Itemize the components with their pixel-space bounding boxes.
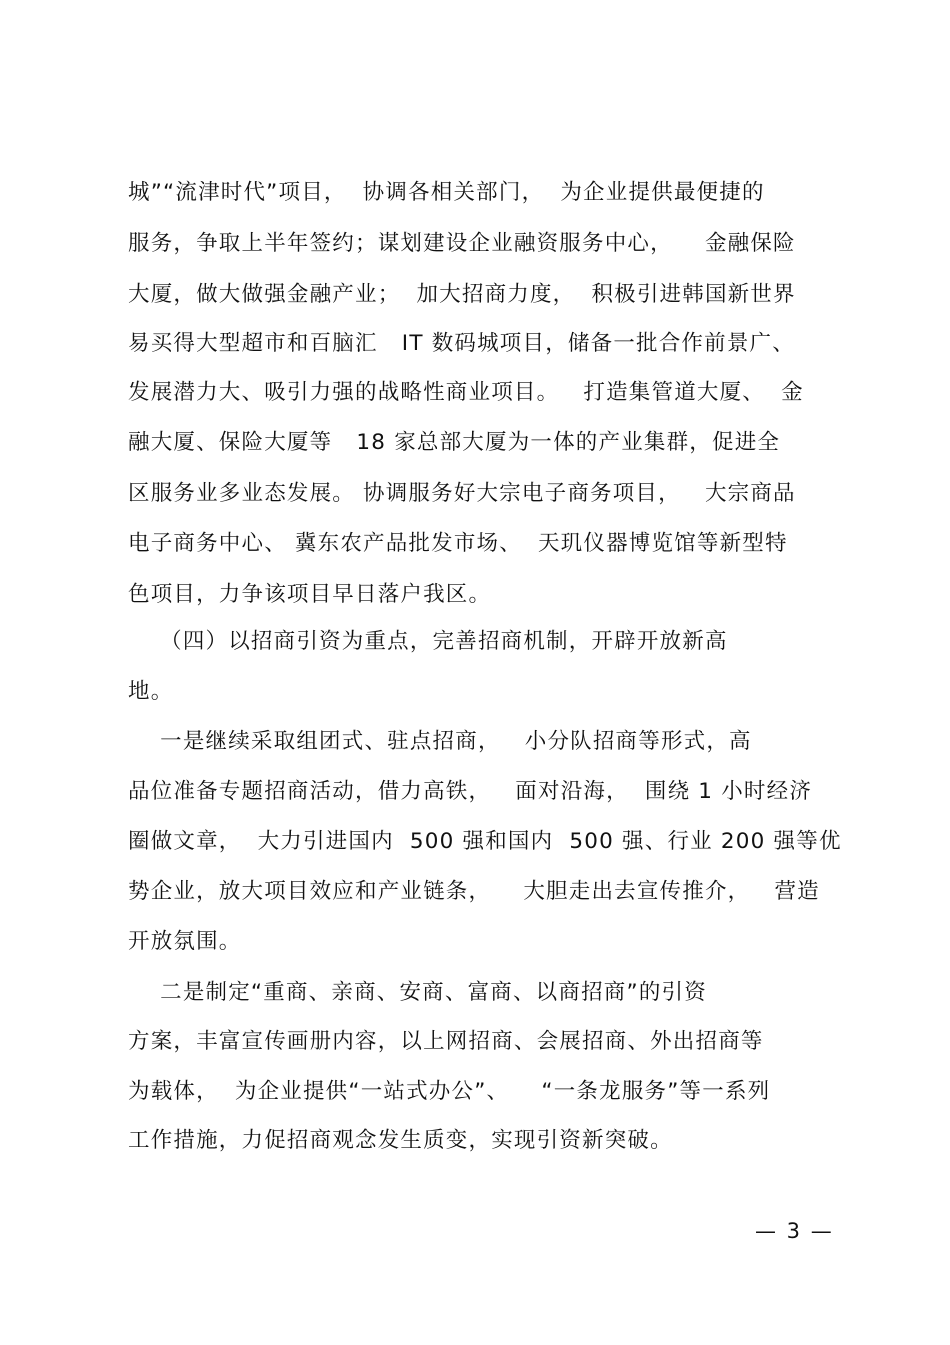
text-line: 电子商务中心、 冀东农产品批发市场、 天玑仪器博览馆等新型特 xyxy=(128,531,788,556)
text-line: 开放氛围。 xyxy=(128,929,242,954)
text-line: 一是继续采取组团式、驻点招商， 小分队招商等形式，高 xyxy=(128,729,752,754)
text-line: 融大厦、保险大厦等 18 家总部大厦为一体的产业集群，促进全 xyxy=(128,430,781,455)
text-line: 为载体， 为企业提供“一站式办公”、 “一条龙服务”等一系列 xyxy=(128,1079,771,1104)
text-line: 二是制定“重商、亲商、安商、富商、以商招商”的引资 xyxy=(128,980,707,1005)
text-line: 色项目，力争该项目早日落户我区。 xyxy=(128,582,492,607)
text-line: 工作措施，力促招商观念发生质变，实现引资新突破。 xyxy=(128,1128,673,1153)
text-line: 圈做文章， 大力引进国内 500 强和国内 500 强、行业 200 强等优 xyxy=(128,829,842,854)
text-line: 势企业，放大项目效应和产业链条， 大胆走出去宣传推介， 营造 xyxy=(128,879,820,904)
text-line: 易买得大型超市和百脑汇 IT 数码城项目，储备一批合作前景广、 xyxy=(128,331,795,356)
text-line: 服务，争取上半年签约；谋划建设企业融资服务中心， 金融保险 xyxy=(128,231,796,256)
section-heading: （四）以招商引资为重点，完善招商机制，开辟开放新高 xyxy=(128,629,728,654)
text-line: 区服务业多业态发展。 协调服务好大宗电子商务项目， 大宗商品 xyxy=(128,481,796,506)
text-line: 发展潜力大、吸引力强的战略性商业项目。 打造集管道大厦、 金 xyxy=(128,380,804,405)
text-line: 品位准备专题招商活动，借力高铁， 面对沿海， 围绕 1 小时经济 xyxy=(128,779,813,804)
page-number: — 3 — xyxy=(755,1219,834,1243)
text-line: 城”“流津时代”项目， 协调各相关部门， 为企业提供最便捷的 xyxy=(128,180,765,205)
text-line: 大厦，做大做强金融产业； 加大招商力度， 积极引进韩国新世界 xyxy=(128,282,796,307)
text-line: 地。 xyxy=(128,679,174,704)
text-line: 方案，丰富宣传画册内容，以上网招商、会展招商、外出招商等 xyxy=(128,1029,764,1054)
